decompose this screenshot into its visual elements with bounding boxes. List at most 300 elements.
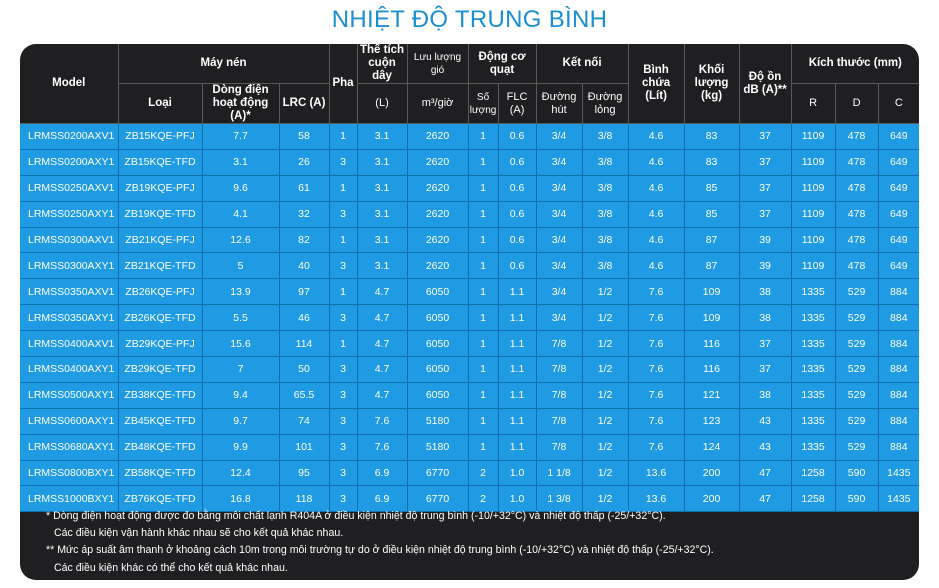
cell-so-luong: 1 — [468, 357, 498, 383]
cell-duong-long: 1/2 — [582, 460, 628, 486]
cell-loai: ZB38KQE-TFD — [118, 382, 202, 408]
cell-luu-luong: 2620 — [407, 201, 468, 227]
cell-duong-long: 3/8 — [582, 227, 628, 253]
cell-lrc: 46 — [279, 305, 329, 331]
cell-pha: 1 — [329, 227, 357, 253]
cell-so-luong: 2 — [468, 486, 498, 512]
cell-pha: 3 — [329, 408, 357, 434]
page-title: NHIỆT ĐỘ TRUNG BÌNH — [331, 6, 608, 33]
cell-model: LRMSS0680AXY1 — [20, 434, 118, 460]
cell-c: 884 — [878, 305, 919, 331]
cell-luu-luong: 2620 — [407, 175, 468, 201]
cell-d: 529 — [835, 382, 878, 408]
cell-flc: 1.1 — [498, 279, 536, 305]
cell-pha: 3 — [329, 253, 357, 279]
cell-duong-long: 1/2 — [582, 486, 628, 512]
cell-khoi-luong: 87 — [684, 253, 739, 279]
cell-loai: ZB26KQE-PFJ — [118, 279, 202, 305]
table-row — [20, 434, 919, 460]
cell-flc: 1.1 — [498, 305, 536, 331]
header-ket-noi: Kết nối — [536, 44, 628, 84]
header-loai: Loại — [118, 84, 202, 124]
cell-luu-luong: 2620 — [407, 227, 468, 253]
header-do-on: Độ ồn dB (A)** — [739, 44, 791, 124]
cell-loai: ZB26KQE-TFD — [118, 305, 202, 331]
cell-do-on: 43 — [739, 434, 791, 460]
cell-d: 478 — [835, 253, 878, 279]
cell-luu-luong: 2620 — [407, 149, 468, 175]
cell-flc: 1.1 — [498, 434, 536, 460]
cell-loai: ZB15KQE-PFJ — [118, 124, 202, 150]
cell-duong-long: 1/2 — [582, 357, 628, 383]
header-khoi-luong: Khối lượng (kg) — [684, 44, 739, 124]
cell-do-on: 39 — [739, 253, 791, 279]
cell-d: 478 — [835, 227, 878, 253]
table-row — [20, 331, 919, 357]
table-row — [20, 460, 919, 486]
cell-d: 478 — [835, 124, 878, 150]
cell-khoi-luong: 124 — [684, 434, 739, 460]
cell-c: 1435 — [878, 460, 919, 486]
cell-d: 529 — [835, 357, 878, 383]
cell-do-on: 37 — [739, 124, 791, 150]
table-row — [20, 357, 919, 383]
cell-model: LRMSS0300AXY1 — [20, 253, 118, 279]
cell-d: 590 — [835, 460, 878, 486]
cell-luu-luong: 5180 — [407, 434, 468, 460]
cell-duong-long: 1/2 — [582, 434, 628, 460]
cell-so-luong: 1 — [468, 201, 498, 227]
cell-lrc: 82 — [279, 227, 329, 253]
cell-model: LRMSS0250AXY1 — [20, 201, 118, 227]
cell-pha: 3 — [329, 486, 357, 512]
cell-the-tich: 4.7 — [357, 357, 407, 383]
cell-pha: 3 — [329, 149, 357, 175]
cell-d: 529 — [835, 434, 878, 460]
header-may-nen: Máy nén — [118, 44, 329, 84]
cell-loai: ZB21KQE-TFD — [118, 253, 202, 279]
cell-c: 1435 — [878, 486, 919, 512]
cell-the-tich: 3.1 — [357, 124, 407, 150]
header-luu-luong-unit: m³/giờ — [407, 84, 468, 124]
cell-duong-hut: 1 1/8 — [536, 460, 582, 486]
cell-do-on: 37 — [739, 331, 791, 357]
cell-luu-luong: 6770 — [407, 486, 468, 512]
cell-khoi-luong: 200 — [684, 486, 739, 512]
cell-the-tich: 6.9 — [357, 460, 407, 486]
cell-binh-chua: 7.6 — [628, 305, 684, 331]
cell-model: LRMSS1000BXY1 — [20, 486, 118, 512]
cell-the-tich: 3.1 — [357, 253, 407, 279]
cell-luu-luong: 2620 — [407, 253, 468, 279]
cell-model: LRMSS0400AXV1 — [20, 331, 118, 357]
cell-binh-chua: 7.6 — [628, 357, 684, 383]
cell-dong-dien: 12.4 — [202, 460, 279, 486]
cell-duong-long: 1/2 — [582, 279, 628, 305]
cell-r: 1258 — [791, 460, 835, 486]
cell-the-tich: 7.6 — [357, 408, 407, 434]
cell-duong-long: 3/8 — [582, 149, 628, 175]
cell-khoi-luong: 87 — [684, 227, 739, 253]
cell-duong-hut: 3/4 — [536, 305, 582, 331]
cell-pha: 1 — [329, 175, 357, 201]
cell-lrc: 97 — [279, 279, 329, 305]
cell-r: 1109 — [791, 175, 835, 201]
cell-c: 649 — [878, 149, 919, 175]
cell-r: 1335 — [791, 305, 835, 331]
cell-so-luong: 1 — [468, 124, 498, 150]
cell-loai: ZB21KQE-PFJ — [118, 227, 202, 253]
cell-luu-luong: 6050 — [407, 331, 468, 357]
cell-the-tich: 4.7 — [357, 382, 407, 408]
cell-khoi-luong: 85 — [684, 201, 739, 227]
table-row — [20, 124, 919, 150]
cell-do-on: 37 — [739, 201, 791, 227]
cell-do-on: 47 — [739, 486, 791, 512]
cell-loai: ZB48KQE-TFD — [118, 434, 202, 460]
cell-c: 884 — [878, 331, 919, 357]
cell-luu-luong: 6050 — [407, 357, 468, 383]
cell-c: 884 — [878, 408, 919, 434]
cell-pha: 1 — [329, 124, 357, 150]
cell-duong-hut: 3/4 — [536, 253, 582, 279]
cell-the-tich: 4.7 — [357, 279, 407, 305]
cell-r: 1258 — [791, 486, 835, 512]
cell-dong-dien: 12.6 — [202, 227, 279, 253]
cell-duong-long: 1/2 — [582, 331, 628, 357]
cell-khoi-luong: 116 — [684, 331, 739, 357]
cell-duong-long: 3/8 — [582, 253, 628, 279]
cell-d: 529 — [835, 305, 878, 331]
cell-flc: 1.1 — [498, 408, 536, 434]
cell-pha: 1 — [329, 331, 357, 357]
cell-dong-dien: 5.5 — [202, 305, 279, 331]
cell-r: 1335 — [791, 357, 835, 383]
cell-do-on: 38 — [739, 279, 791, 305]
cell-luu-luong: 5180 — [407, 408, 468, 434]
cell-khoi-luong: 109 — [684, 305, 739, 331]
cell-d: 529 — [835, 279, 878, 305]
cell-dong-dien: 9.4 — [202, 382, 279, 408]
cell-do-on: 39 — [739, 227, 791, 253]
cell-lrc: 61 — [279, 175, 329, 201]
cell-r: 1335 — [791, 408, 835, 434]
cell-the-tich: 3.1 — [357, 175, 407, 201]
cell-model: LRMSS0500AXY1 — [20, 382, 118, 408]
cell-khoi-luong: 123 — [684, 408, 739, 434]
cell-binh-chua: 4.6 — [628, 149, 684, 175]
cell-model: LRMSS0350AXY1 — [20, 305, 118, 331]
cell-so-luong: 1 — [468, 382, 498, 408]
cell-pha: 3 — [329, 201, 357, 227]
cell-duong-hut: 3/4 — [536, 227, 582, 253]
cell-dong-dien: 7 — [202, 357, 279, 383]
cell-c: 884 — [878, 434, 919, 460]
spec-panel — [20, 44, 919, 580]
cell-duong-hut: 3/4 — [536, 124, 582, 150]
cell-d: 478 — [835, 175, 878, 201]
cell-do-on: 38 — [739, 382, 791, 408]
cell-c: 649 — [878, 124, 919, 150]
cell-c: 649 — [878, 253, 919, 279]
cell-loai: ZB29KQE-PFJ — [118, 331, 202, 357]
cell-loai: ZB19KQE-TFD — [118, 201, 202, 227]
cell-flc: 0.6 — [498, 149, 536, 175]
cell-duong-hut: 1 3/8 — [536, 486, 582, 512]
cell-d: 529 — [835, 408, 878, 434]
header-r: R — [791, 84, 835, 124]
cell-duong-hut: 3/4 — [536, 149, 582, 175]
cell-binh-chua: 4.6 — [628, 175, 684, 201]
cell-flc: 1.0 — [498, 486, 536, 512]
table-row — [20, 175, 919, 201]
cell-r: 1109 — [791, 227, 835, 253]
cell-luu-luong: 6770 — [407, 460, 468, 486]
cell-flc: 1.1 — [498, 331, 536, 357]
cell-duong-long: 3/8 — [582, 175, 628, 201]
header-so-luong: Số lượng — [468, 84, 498, 124]
table-row — [20, 279, 919, 305]
header-flc: FLC (A) — [498, 84, 536, 124]
cell-loai: ZB76KQE-TFD — [118, 486, 202, 512]
cell-khoi-luong: 85 — [684, 175, 739, 201]
cell-r: 1335 — [791, 382, 835, 408]
cell-loai: ZB45KQE-TFD — [118, 408, 202, 434]
cell-dong-dien: 9.6 — [202, 175, 279, 201]
cell-loai: ZB15KQE-TFD — [118, 149, 202, 175]
cell-dong-dien: 5 — [202, 253, 279, 279]
cell-duong-long: 1/2 — [582, 305, 628, 331]
cell-duong-hut: 3/4 — [536, 201, 582, 227]
cell-khoi-luong: 83 — [684, 149, 739, 175]
cell-lrc: 118 — [279, 486, 329, 512]
cell-r: 1109 — [791, 253, 835, 279]
cell-binh-chua: 7.6 — [628, 434, 684, 460]
cell-duong-long: 3/8 — [582, 201, 628, 227]
header-c: C — [878, 84, 919, 124]
cell-flc: 0.6 — [498, 175, 536, 201]
cell-lrc: 26 — [279, 149, 329, 175]
cell-the-tich: 4.7 — [357, 331, 407, 357]
cell-flc: 1.0 — [498, 460, 536, 486]
cell-d: 478 — [835, 201, 878, 227]
cell-lrc: 74 — [279, 408, 329, 434]
cell-lrc: 32 — [279, 201, 329, 227]
header-duong-hut: Đường hút — [536, 84, 582, 124]
cell-pha: 3 — [329, 460, 357, 486]
cell-flc: 0.6 — [498, 227, 536, 253]
cell-duong-hut: 3/4 — [536, 175, 582, 201]
cell-luu-luong: 6050 — [407, 279, 468, 305]
cell-r: 1335 — [791, 279, 835, 305]
cell-the-tich: 3.1 — [357, 227, 407, 253]
cell-lrc: 101 — [279, 434, 329, 460]
header-dong-co-quat: Động cơ quạt — [468, 44, 536, 84]
cell-c: 884 — [878, 357, 919, 383]
cell-flc: 1.1 — [498, 382, 536, 408]
cell-flc: 1.1 — [498, 357, 536, 383]
cell-model: LRMSS0400AXY1 — [20, 357, 118, 383]
cell-d: 590 — [835, 486, 878, 512]
footnote-2-cont: Các điều kiện khác có thể cho kết quả khác nhau. — [54, 561, 288, 574]
cell-r: 1109 — [791, 124, 835, 150]
cell-the-tich: 3.1 — [357, 201, 407, 227]
header-the-tich-unit: (L) — [357, 84, 407, 124]
cell-luu-luong: 6050 — [407, 305, 468, 331]
table-row — [20, 408, 919, 434]
cell-the-tich: 4.7 — [357, 305, 407, 331]
header-d: D — [835, 84, 878, 124]
cell-dong-dien: 13.9 — [202, 279, 279, 305]
footnote-2: ** Mức áp suất âm thanh ở khoảng cách 10m trong môi trường tự do ở điều kiện nhiệt độ trung bình (-10/+32°C) và nhiệt độ thấp (-25/+32°C). — [46, 544, 714, 557]
cell-loai: ZB19KQE-PFJ — [118, 175, 202, 201]
cell-c: 649 — [878, 227, 919, 253]
cell-binh-chua: 7.6 — [628, 408, 684, 434]
cell-lrc: 58 — [279, 124, 329, 150]
header-the-tich: Thể tích cuộn dây — [357, 44, 407, 84]
cell-so-luong: 1 — [468, 175, 498, 201]
cell-loai: ZB58KQE-TFD — [118, 460, 202, 486]
cell-so-luong: 1 — [468, 253, 498, 279]
cell-flc: 0.6 — [498, 124, 536, 150]
cell-so-luong: 1 — [468, 434, 498, 460]
footnotes — [46, 508, 906, 577]
table-row — [20, 227, 919, 253]
cell-lrc: 65.5 — [279, 382, 329, 408]
cell-the-tich: 7.6 — [357, 434, 407, 460]
cell-do-on: 37 — [739, 175, 791, 201]
cell-pha: 1 — [329, 279, 357, 305]
cell-luu-luong: 6050 — [407, 382, 468, 408]
spec-table-body — [20, 124, 919, 512]
cell-dong-dien: 3.1 — [202, 149, 279, 175]
cell-duong-hut: 7/8 — [536, 408, 582, 434]
header-pha: Pha — [329, 44, 357, 124]
cell-r: 1335 — [791, 434, 835, 460]
cell-khoi-luong: 109 — [684, 279, 739, 305]
header-dong-dien: Dòng điện hoạt động (A)* — [202, 84, 279, 124]
cell-do-on: 43 — [739, 408, 791, 434]
header-duong-long: Đường lỏng — [582, 84, 628, 124]
table-row — [20, 382, 919, 408]
header-luu-luong: Lưu lượng gió — [407, 44, 468, 84]
cell-do-on: 38 — [739, 305, 791, 331]
cell-flc: 0.6 — [498, 201, 536, 227]
cell-pha: 3 — [329, 382, 357, 408]
cell-do-on: 47 — [739, 460, 791, 486]
cell-so-luong: 1 — [468, 227, 498, 253]
cell-duong-hut: 7/8 — [536, 357, 582, 383]
cell-dong-dien: 9.7 — [202, 408, 279, 434]
cell-binh-chua: 7.6 — [628, 331, 684, 357]
cell-khoi-luong: 121 — [684, 382, 739, 408]
cell-dong-dien: 15.6 — [202, 331, 279, 357]
spec-table — [20, 44, 919, 512]
cell-pha: 3 — [329, 434, 357, 460]
cell-khoi-luong: 83 — [684, 124, 739, 150]
cell-duong-hut: 7/8 — [536, 331, 582, 357]
cell-model: LRMSS0200AXY1 — [20, 149, 118, 175]
cell-dong-dien: 7.7 — [202, 124, 279, 150]
cell-duong-hut: 3/4 — [536, 279, 582, 305]
cell-c: 649 — [878, 175, 919, 201]
cell-pha: 3 — [329, 305, 357, 331]
cell-c: 884 — [878, 279, 919, 305]
header-model: Model — [20, 44, 118, 124]
cell-do-on: 37 — [739, 149, 791, 175]
cell-dong-dien: 16.8 — [202, 486, 279, 512]
cell-do-on: 37 — [739, 357, 791, 383]
cell-so-luong: 2 — [468, 460, 498, 486]
header-kich-thuoc: Kích thước (mm) — [791, 44, 919, 84]
cell-dong-dien: 9.9 — [202, 434, 279, 460]
cell-r: 1109 — [791, 201, 835, 227]
cell-the-tich: 3.1 — [357, 149, 407, 175]
cell-flc: 0.6 — [498, 253, 536, 279]
cell-binh-chua: 13.6 — [628, 486, 684, 512]
cell-d: 529 — [835, 331, 878, 357]
footnote-1: * Dòng điện hoạt động được đo bằng môi chất lạnh R404A ở điều kiện nhiệt độ trung bình (-10/+32°C) và nhiệt độ thấp (-25/+32°C). — [46, 510, 666, 522]
cell-duong-long: 3/8 — [582, 124, 628, 150]
table-row — [20, 149, 919, 175]
cell-lrc: 40 — [279, 253, 329, 279]
header-lrc: LRC (A) — [279, 84, 329, 124]
cell-so-luong: 1 — [468, 331, 498, 357]
cell-r: 1109 — [791, 149, 835, 175]
cell-duong-hut: 7/8 — [536, 382, 582, 408]
cell-duong-long: 1/2 — [582, 382, 628, 408]
cell-so-luong: 1 — [468, 279, 498, 305]
cell-model: LRMSS0800BXY1 — [20, 460, 118, 486]
table-row — [20, 253, 919, 279]
cell-so-luong: 1 — [468, 305, 498, 331]
cell-loai: ZB29KQE-TFD — [118, 357, 202, 383]
cell-binh-chua: 4.6 — [628, 253, 684, 279]
cell-d: 478 — [835, 149, 878, 175]
cell-model: LRMSS0600AXY1 — [20, 408, 118, 434]
cell-luu-luong: 2620 — [407, 124, 468, 150]
cell-r: 1335 — [791, 331, 835, 357]
cell-lrc: 114 — [279, 331, 329, 357]
cell-binh-chua: 4.6 — [628, 227, 684, 253]
cell-binh-chua: 7.6 — [628, 382, 684, 408]
footnote-1-cont: Các điều kiện vận hành khác nhau sẽ cho kết quả khác nhau. — [54, 527, 344, 540]
cell-model: LRMSS0300AXV1 — [20, 227, 118, 253]
cell-so-luong: 1 — [468, 408, 498, 434]
table-row — [20, 305, 919, 331]
cell-duong-hut: 7/8 — [536, 434, 582, 460]
cell-lrc: 50 — [279, 357, 329, 383]
cell-dong-dien: 4.1 — [202, 201, 279, 227]
cell-model: LRMSS0250AXV1 — [20, 175, 118, 201]
cell-c: 884 — [878, 382, 919, 408]
cell-lrc: 95 — [279, 460, 329, 486]
cell-model: LRMSS0200AXV1 — [20, 124, 118, 150]
cell-binh-chua: 13.6 — [628, 460, 684, 486]
header-binh-chua: Bình chứa (Lít) — [628, 44, 684, 124]
table-row — [20, 201, 919, 227]
cell-c: 649 — [878, 201, 919, 227]
cell-binh-chua: 4.6 — [628, 124, 684, 150]
cell-the-tich: 6.9 — [357, 486, 407, 512]
cell-khoi-luong: 200 — [684, 460, 739, 486]
cell-duong-long: 1/2 — [582, 408, 628, 434]
cell-binh-chua: 7.6 — [628, 279, 684, 305]
cell-so-luong: 1 — [468, 149, 498, 175]
cell-binh-chua: 4.6 — [628, 201, 684, 227]
cell-khoi-luong: 116 — [684, 357, 739, 383]
cell-model: LRMSS0350AXV1 — [20, 279, 118, 305]
